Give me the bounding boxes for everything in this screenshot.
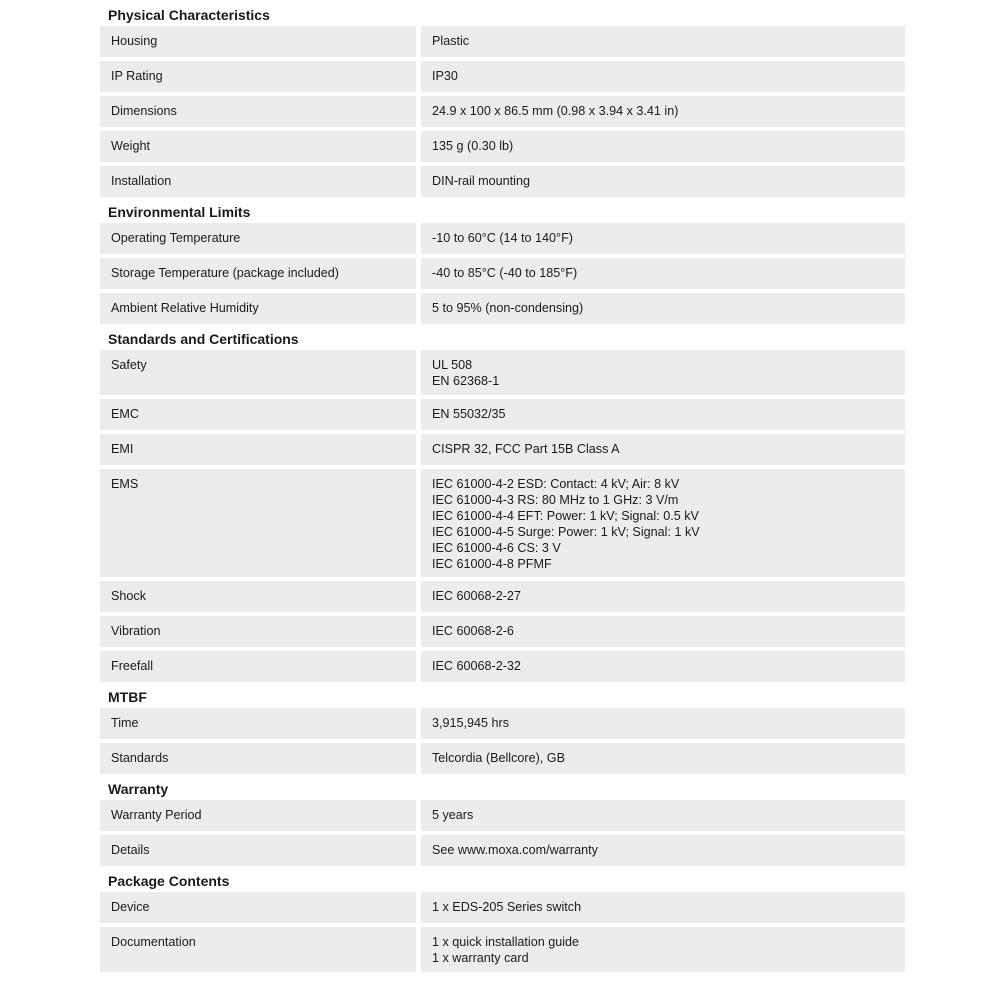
spec-section: [100, 201, 905, 324]
spec-value-line: IEC 60068-2-32: [432, 659, 521, 673]
spec-label: Dimensions: [100, 96, 416, 127]
spec-row: [100, 743, 905, 774]
spec-label: Documentation: [100, 927, 416, 972]
spec-label: Freefall: [100, 651, 416, 682]
spec-label: Device: [100, 892, 416, 923]
spec-value: [421, 350, 905, 395]
spec-section: [100, 4, 905, 197]
spec-value-line: EN 62368-1: [432, 374, 500, 388]
spec-value: [421, 581, 905, 612]
spec-label: Weight: [100, 131, 416, 162]
spec-value-line: EN 55032/35: [432, 407, 506, 421]
spec-row: [100, 800, 905, 831]
spec-value: [421, 293, 905, 324]
spec-label: IP Rating: [100, 61, 416, 92]
spec-value: [421, 835, 905, 866]
spec-value: [421, 927, 905, 972]
spec-row: [100, 835, 905, 866]
spec-label: Shock: [100, 581, 416, 612]
spec-row: [100, 166, 905, 197]
spec-value-line: CISPR 32, FCC Part 15B Class A: [432, 442, 620, 456]
spec-value: [421, 743, 905, 774]
spec-value: [421, 892, 905, 923]
spec-value: [421, 399, 905, 430]
spec-label: Safety: [100, 350, 416, 395]
spec-value: [421, 616, 905, 647]
spec-section: [100, 328, 905, 682]
spec-value-line: IEC 60068-2-27: [432, 589, 521, 603]
section-title: Environmental Limits: [108, 204, 251, 220]
spec-label: Housing: [100, 26, 416, 57]
spec-row: [100, 581, 905, 612]
spec-value-line: 135 g (0.30 lb): [432, 139, 514, 153]
spec-section: [100, 778, 905, 866]
spec-value-line: See www.moxa.com/warranty: [432, 843, 598, 857]
spec-label: Vibration: [100, 616, 416, 647]
section-title: Physical Characteristics: [108, 7, 270, 23]
spec-value-line: IEC 61000-4-3 RS: 80 MHz to 1 GHz: 3 V/m: [432, 493, 679, 507]
spec-row: [100, 469, 905, 577]
section-title: Warranty: [108, 781, 169, 797]
spec-value-line: UL 508: [432, 358, 473, 372]
spec-value-line: IP30: [432, 69, 458, 83]
spec-row: [100, 651, 905, 682]
spec-label: Time: [100, 708, 416, 739]
spec-value-line: 1 x EDS-205 Series switch: [432, 900, 582, 914]
spec-value: [421, 61, 905, 92]
spec-label: EMS: [100, 469, 416, 577]
spec-value-line: IEC 61000-4-2 ESD: Contact: 4 kV; Air: 8 kV: [432, 477, 680, 491]
spec-value-line: DIN-rail mounting: [432, 174, 530, 188]
spec-value-line: IEC 61000-4-8 PFMF: [432, 557, 552, 571]
spec-row: [100, 892, 905, 923]
spec-value-line: IEC 61000-4-6 CS: 3 V: [432, 541, 561, 555]
spec-row: [100, 399, 905, 430]
spec-value-line: 5 to 95% (non-condensing): [432, 301, 584, 315]
spec-label: Installation: [100, 166, 416, 197]
spec-label: Operating Temperature: [100, 223, 416, 254]
spec-label: EMC: [100, 399, 416, 430]
spec-row: [100, 26, 905, 57]
spec-label: EMI: [100, 434, 416, 465]
spec-value-line: IEC 61000-4-4 EFT: Power: 1 kV; Signal: 0.5 kV: [432, 509, 699, 523]
spec-value-line: 1 x warranty card: [432, 951, 529, 965]
spec-value: [421, 131, 905, 162]
spec-row: [100, 434, 905, 465]
spec-row: [100, 927, 905, 972]
spec-row: [100, 131, 905, 162]
spec-value: [421, 96, 905, 127]
spec-section: [100, 870, 905, 972]
spec-value-line: 3,915,945 hrs: [432, 716, 510, 730]
spec-row: [100, 96, 905, 127]
spec-value: [421, 26, 905, 57]
spec-value: [421, 469, 905, 577]
spec-value-line: -40 to 85°C (-40 to 185°F): [432, 266, 578, 280]
spec-label: Standards: [100, 743, 416, 774]
spec-row: [100, 223, 905, 254]
spec-label: Storage Temperature (package included): [100, 258, 416, 289]
spec-value: [421, 651, 905, 682]
spec-value: [421, 166, 905, 197]
spec-row: [100, 708, 905, 739]
spec-value: [421, 800, 905, 831]
spec-value: [421, 708, 905, 739]
spec-value: [421, 223, 905, 254]
section-title: Standards and Certifications: [108, 331, 299, 347]
spec-row: [100, 293, 905, 324]
spec-label: Details: [100, 835, 416, 866]
spec-value-line: Telcordia (Bellcore), GB: [432, 751, 565, 765]
spec-value-line: Plastic: [432, 34, 470, 48]
spec-value-line: 1 x quick installation guide: [432, 935, 580, 949]
spec-sheet: [100, 4, 905, 976]
spec-row: [100, 61, 905, 92]
spec-value-line: 5 years: [432, 808, 474, 822]
spec-row: [100, 616, 905, 647]
spec-row: [100, 350, 905, 395]
spec-value: [421, 258, 905, 289]
spec-label: Warranty Period: [100, 800, 416, 831]
spec-value-line: -10 to 60°C (14 to 140°F): [432, 231, 573, 245]
spec-value-line: IEC 60068-2-6: [432, 624, 514, 638]
section-title: Package Contents: [108, 873, 230, 889]
spec-section: [100, 686, 905, 774]
spec-value-line: IEC 61000-4-5 Surge: Power: 1 kV; Signal: 1 kV: [432, 525, 700, 539]
spec-value-line: 24.9 x 100 x 86.5 mm (0.98 x 3.94 x 3.41 in): [432, 104, 679, 118]
spec-row: [100, 258, 905, 289]
spec-value: [421, 434, 905, 465]
section-title: MTBF: [108, 689, 147, 705]
spec-label: Ambient Relative Humidity: [100, 293, 416, 324]
